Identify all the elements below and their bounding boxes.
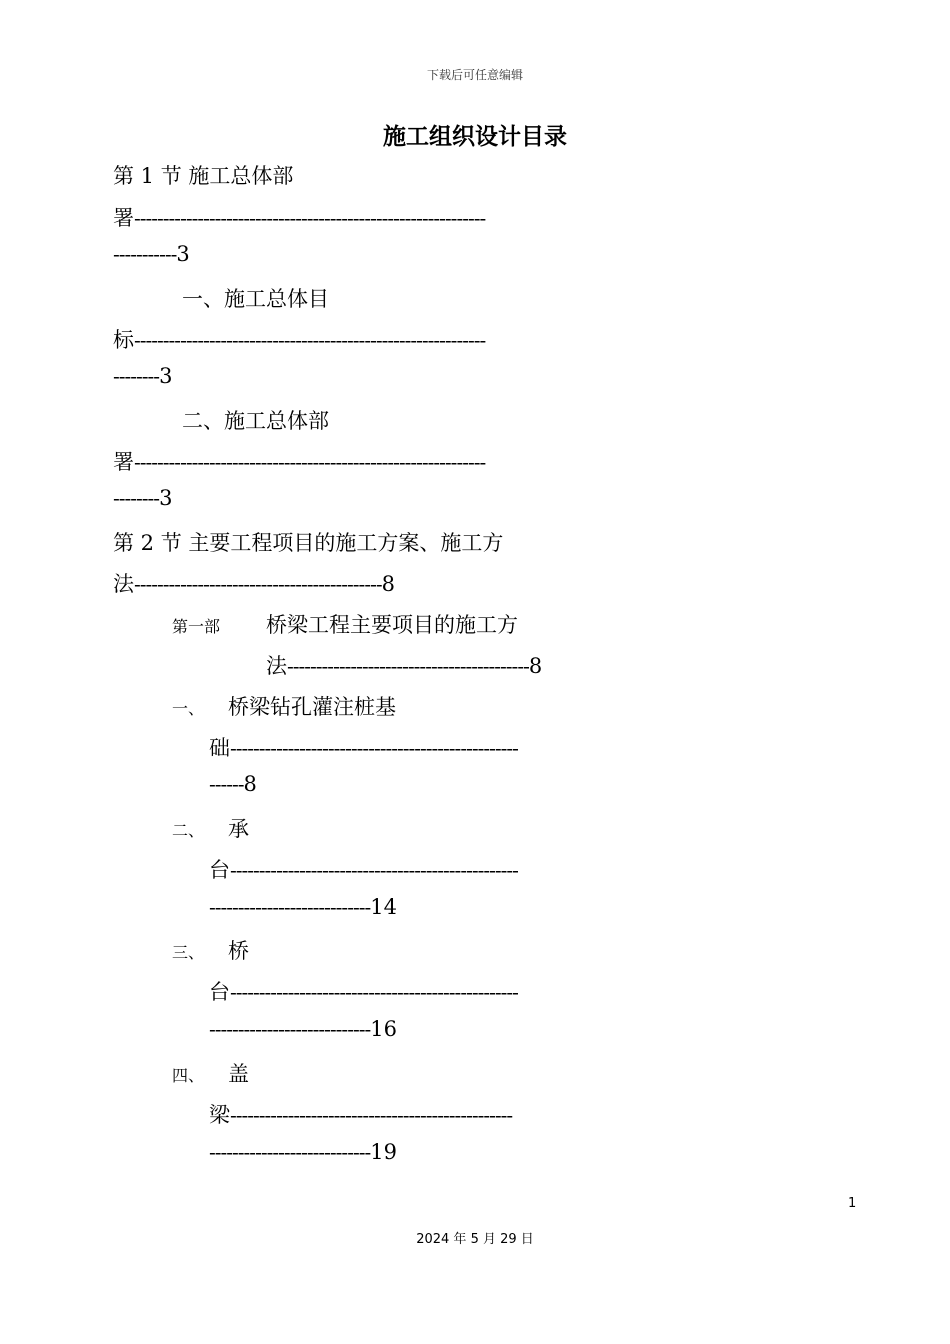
- toc-entry-tail: 法: [113, 572, 134, 596]
- toc-entry-heading: 承: [228, 817, 249, 841]
- dot-leader: ----------------------------: [209, 895, 371, 919]
- toc-page-number: 3: [176, 242, 190, 266]
- toc-entry-heading: 一、施工总体目: [182, 287, 329, 311]
- toc-entry-number: 二、: [172, 821, 205, 840]
- page-number: 1: [848, 1196, 857, 1211]
- toc-page-number: 14: [370, 895, 397, 919]
- toc-entry-heading: 盖: [228, 1062, 249, 1086]
- toc-entry-heading: 第 2 节 主要工程项目的施工方案、施工方: [113, 531, 504, 555]
- toc-entry-tail: 础: [209, 736, 230, 760]
- dot-leader: --------: [113, 486, 160, 510]
- toc-entry-heading: 桥梁工程主要项目的施工方: [266, 613, 518, 637]
- dot-leader: --------------------------------------------------: [230, 980, 518, 1004]
- dot-leader: --------------------------------------------------: [230, 736, 518, 760]
- dot-leader: --------------------------------------------------: [230, 858, 518, 882]
- toc-entry-heading: 第 1 节 施工总体部: [113, 164, 294, 188]
- toc-entry-tail: 台: [209, 858, 230, 882]
- toc-entry-tail: 法: [266, 654, 287, 678]
- dot-leader: ----------------------------: [209, 1017, 371, 1041]
- toc-entry-heading: 桥梁钻孔灌注桩基: [228, 695, 396, 719]
- toc-entry-tail: 台: [209, 980, 230, 1004]
- toc-page-number: 3: [159, 364, 173, 388]
- toc-entry-tail: 署: [113, 206, 134, 230]
- dot-leader: ------------------------------------------: [287, 654, 529, 678]
- toc-entry-number: 一、: [172, 699, 205, 718]
- dot-leader: -----------: [113, 242, 177, 266]
- toc-entry-number: 三、: [172, 943, 205, 962]
- toc-entry-heading: 桥: [228, 939, 249, 963]
- dot-leader: ------: [209, 772, 244, 796]
- toc-page-number: 16: [370, 1017, 397, 1041]
- toc-entry-tail: 标: [113, 328, 134, 352]
- toc-part-label: 第一部: [172, 617, 221, 636]
- dot-leader: ----------------------------: [209, 1140, 371, 1164]
- dot-leader: -------------------------------------------: [134, 572, 382, 596]
- toc-page-number: 8: [381, 572, 395, 596]
- toc-entry-tail: 署: [113, 450, 134, 474]
- dot-leader: --------: [113, 364, 160, 388]
- page-header: 下载后可任意编辑: [426, 68, 523, 82]
- toc-page-number: 19: [370, 1140, 397, 1164]
- footer-date: 2024 年 5 月 29 日: [416, 1232, 534, 1247]
- toc-entry-heading: 二、施工总体部: [182, 409, 329, 433]
- toc-entry-tail: 梁: [209, 1103, 230, 1127]
- dot-leader: -------------------------------------------------------------: [134, 206, 486, 230]
- toc-page-number: 8: [243, 772, 257, 796]
- dot-leader: -------------------------------------------------------------: [134, 450, 486, 474]
- dot-leader: -------------------------------------------------: [230, 1103, 513, 1127]
- toc-page-number: 3: [159, 486, 173, 510]
- document-title: 施工组织设计目录: [383, 124, 567, 150]
- toc-page-number: 8: [528, 654, 543, 678]
- toc-entry-number: 四、: [172, 1066, 205, 1085]
- dot-leader: -------------------------------------------------------------: [134, 328, 486, 352]
